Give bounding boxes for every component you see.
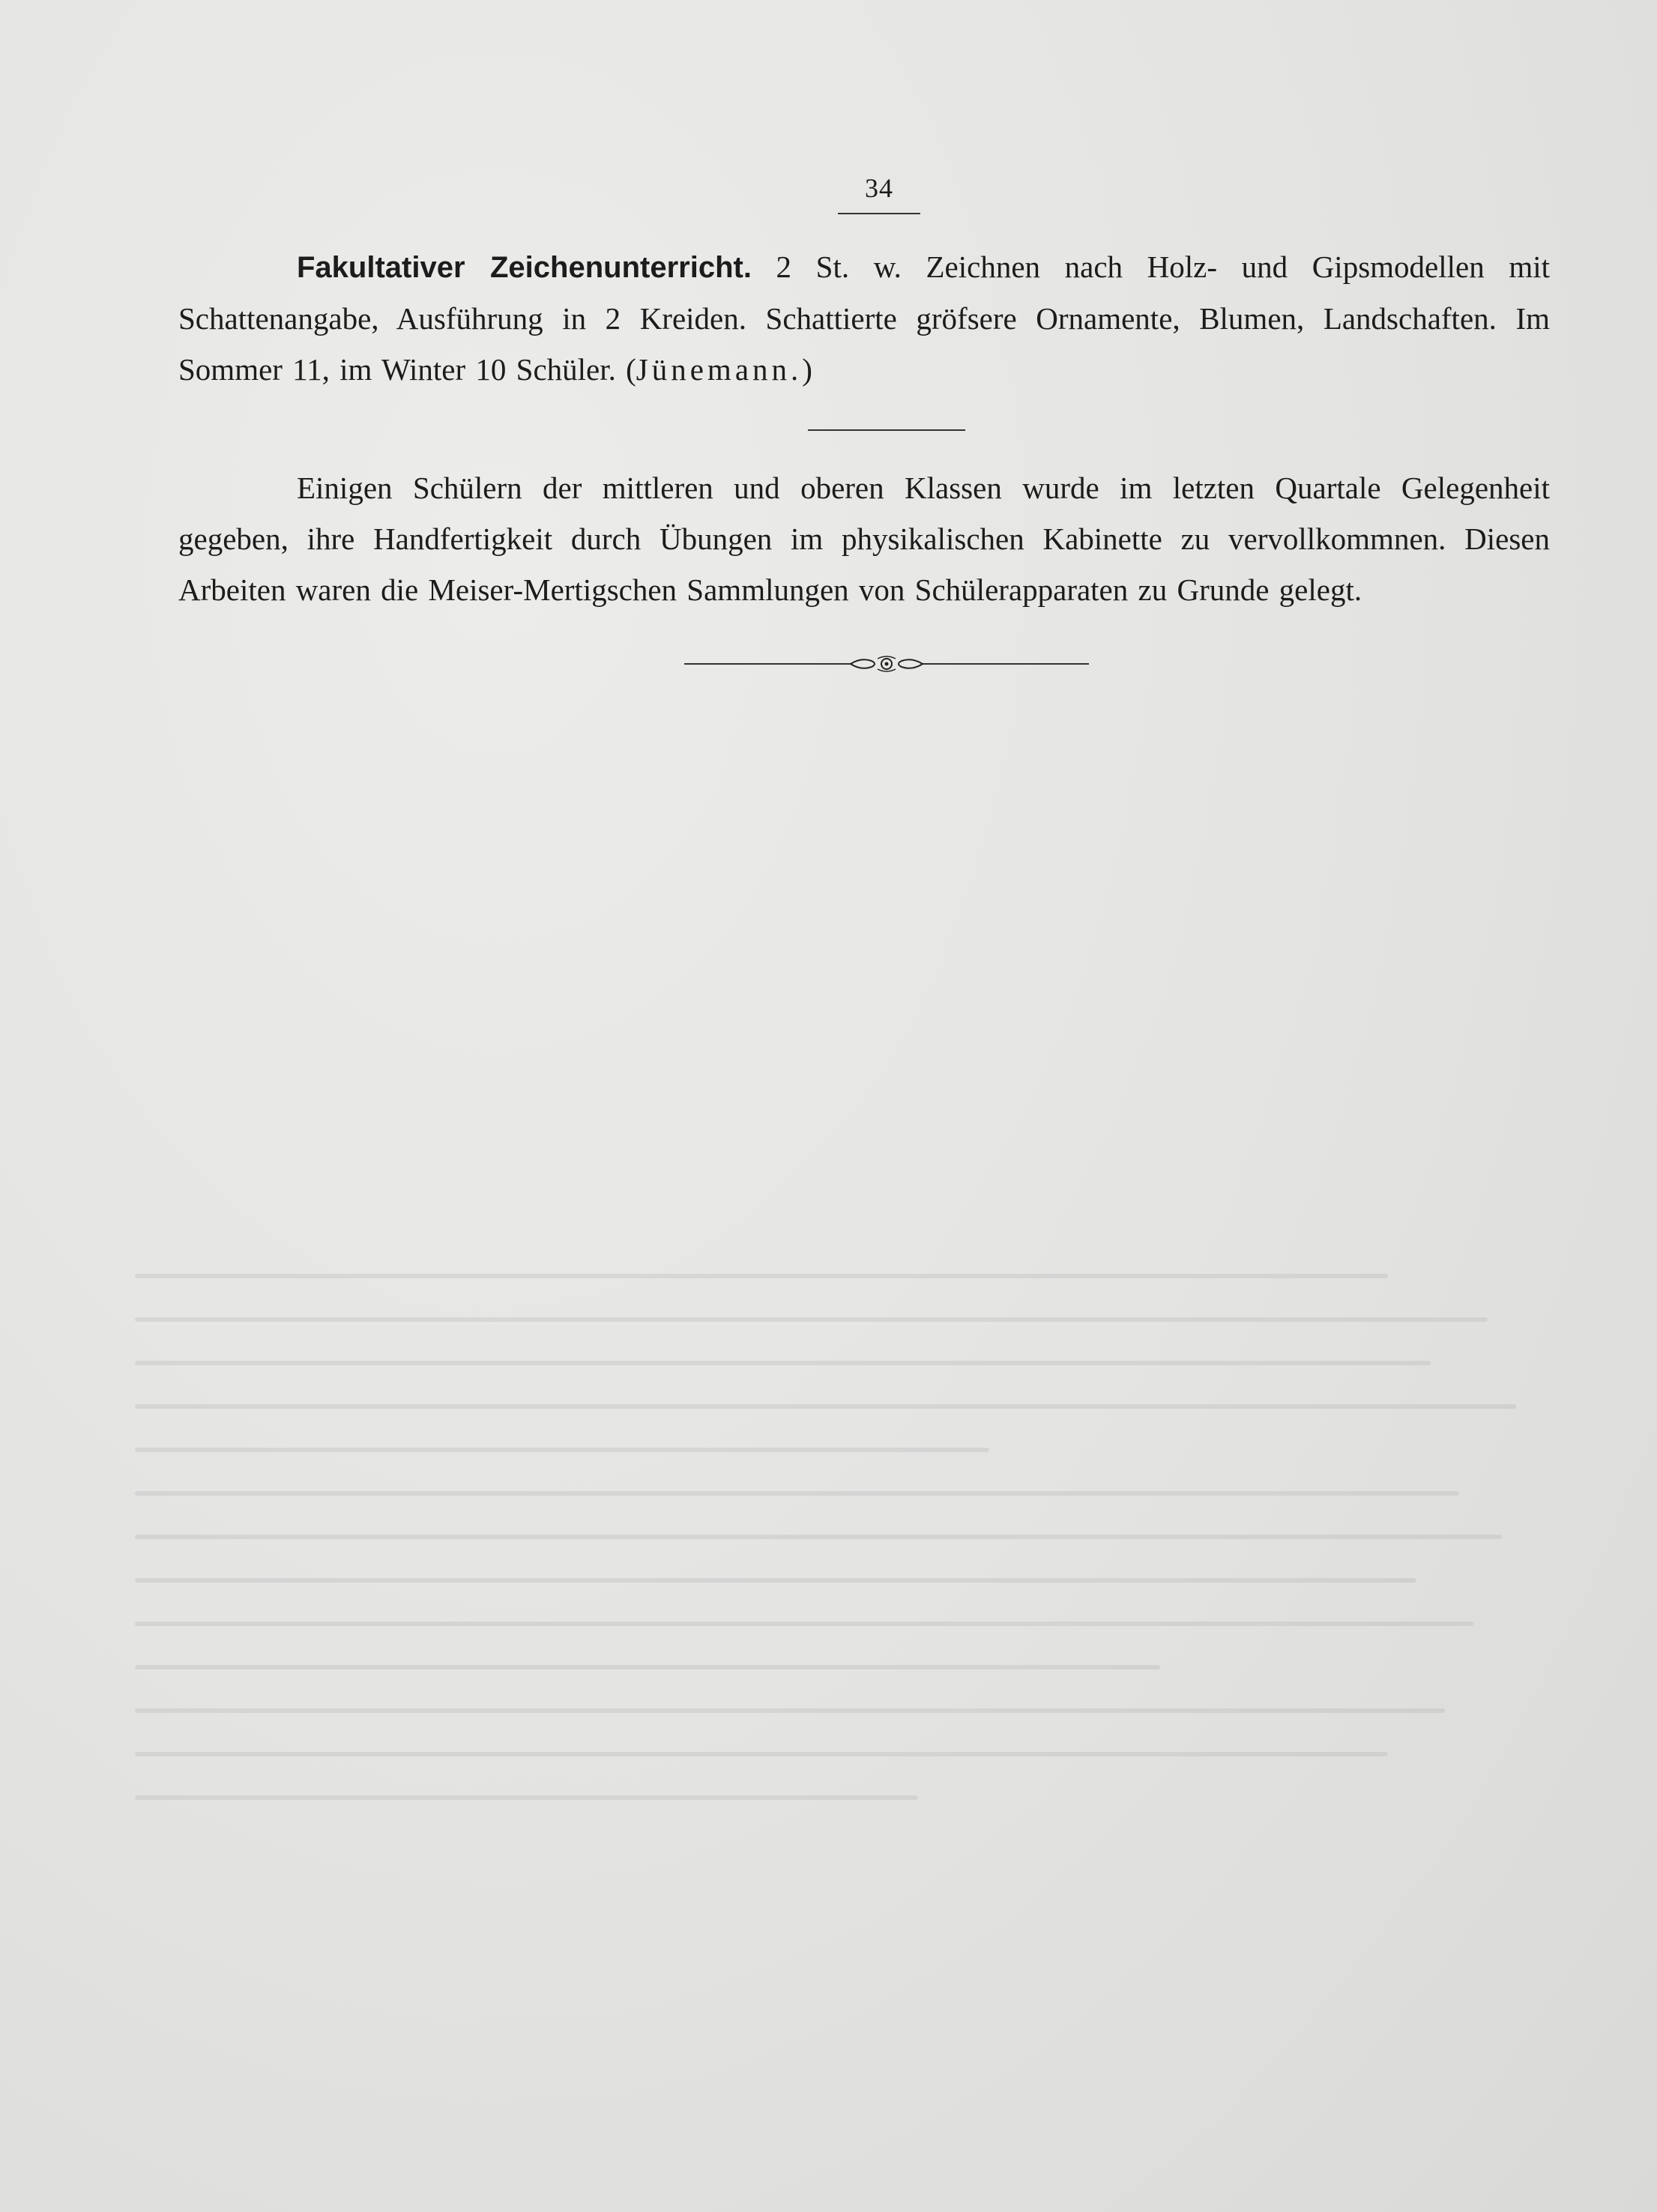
section-paragraph: [178, 241, 1550, 395]
bleed-through: [135, 1274, 1559, 2023]
page-number-rule: [838, 213, 920, 214]
body-paragraph: Einigen Schülern der mittleren und oberen Klassen wurde im letzten Quartale Gelegenheit gegeben, ihre Handfertigkeit durch Übungen im physikalischen Kabinette zu vervollkommnen. Diesen Arbeiten waren die Meiser-Mertigschen Sammlungen von Schülerapparaten zu Grunde gelegt.: [178, 471, 1550, 607]
section-text-end: ): [802, 352, 812, 387]
scroll-ornament-icon: [684, 653, 1089, 675]
page-number: 34: [865, 173, 893, 203]
section-divider: [808, 429, 965, 431]
page-content: [178, 172, 1550, 675]
section-text: 2 St. w. Zeichnen nach Holz- und Gipsmodellen mit Schattenangabe, Ausführung in 2 Kreiden. Schattierte gröfsere Ornamente, Blumen, Landschaften. Im Sommer 11, im Winter 10 Schüler. (: [178, 250, 1550, 387]
teacher-name: Jünemann.: [636, 352, 803, 387]
section-heading: Fakultativer Zeichenunterricht.: [297, 251, 752, 284]
